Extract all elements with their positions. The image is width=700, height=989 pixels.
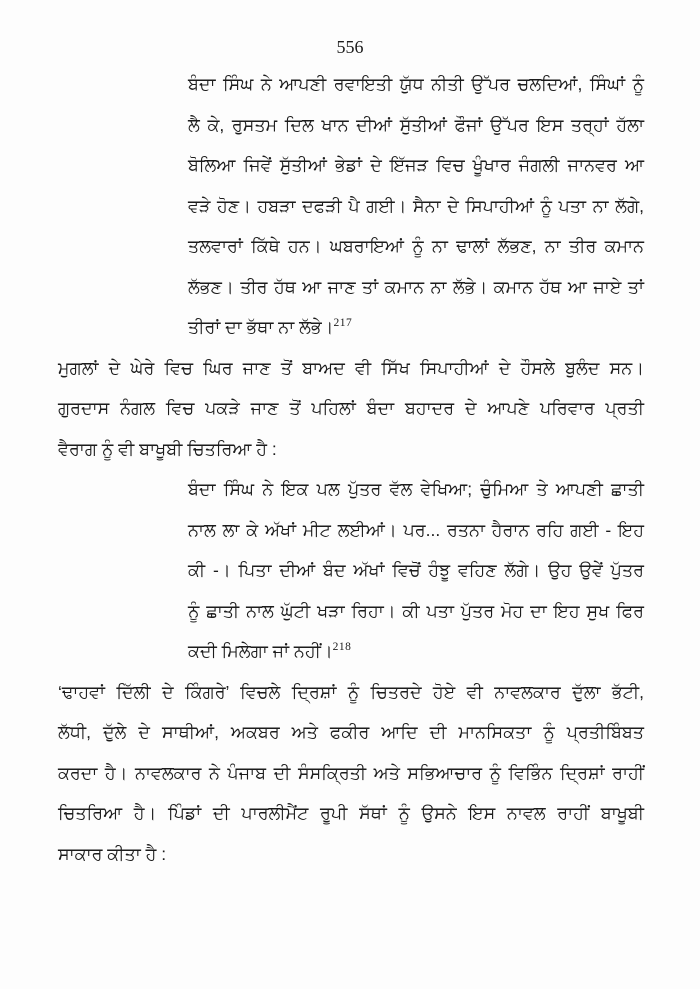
- quote-line: ਨਾਲ ਲਾ ਕੇ ਅੱਖਾਂ ਮੀਟ ਲਈਆਂ। ਪਰ... ਰਤਨਾ ਹੈਰਾਨ ਰਹਿ ਗਈ - ਇਹ: [188, 519, 644, 540]
- quote-line: ਬੰਦਾ ਸਿੰਘ ਨੇ ਇਕ ਪਲ ਪੁੱਤਰ ਵੱਲ ਵੇਖਿਆ; ਚੁੰਮਿਆ ਤੇ ਆਪਣੀ ਛਾਤੀ: [188, 479, 644, 499]
- paragraph-line: ਕਰਦਾ ਹੈ। ਨਾਵਲਕਾਰ ਨੇ ਪੰਜਾਬ ਦੀ ਸੰਸਕ੍ਰਿਤੀ ਅਤੇ ਸਭਿਆਚਾਰ ਨੂੰ ਵਿਭਿੰਨ ਦ੍ਰਿਸ਼ਾਂ ਰਾਹੀਂ: [58, 762, 644, 783]
- quote-line: ਲੱਭਣ। ਤੀਰ ਹੱਥ ਆ ਜਾਣ ਤਾਂ ਕਮਾਨ ਨਾ ਲੱਭੇ। ਕਮਾਨ ਹੱਥ ਆ ਜਾਏ ਤਾਂ: [188, 276, 644, 297]
- quote-line: ਤਲਵਾਰਾਂ ਕਿੱਥੇ ਹਨ। ਘਬਰਾਇਆਂ ਨੂੰ ਨਾ ਢਾਲਾਂ ਲੱਭਣ, ਨਾ ਤੀਰ ਕਮਾਨ: [188, 236, 644, 256]
- paragraph-line: ਸਾਕਾਰ ਕੀਤਾ ਹੈ :: [58, 843, 167, 864]
- quote-line: [188, 307, 644, 348]
- paragraph-line: ਵੈਰਾਗ ਨੂੰ ਵੀ ਬਾਖੂਬੀ ਚਿਤਰਿਆ ਹੈ :: [58, 438, 277, 459]
- quote-line: ਲੈ ਕੇ, ਰੁਸਤਮ ਦਿਲ ਖਾਨ ਦੀਆਂ ਸੁੱਤੀਆਂ ਫੌਜਾਂ ਉੱਪਰ ਇਸ ਤਰ੍ਹਾਂ ਹੱਲਾ: [188, 114, 644, 135]
- page-number: 556: [336, 37, 364, 57]
- footnote-reference-218: 218: [332, 641, 352, 654]
- quote-line: ਬੋਲਿਆ ਜਿਵੇਂ ਸੁੱਤੀਆਂ ਭੇਡਾਂ ਦੇ ਇੱਜੜ ਵਿਚ ਖੂੰਖਾਰ ਜੰਗਲੀ ਜਾਨਵਰ ਆ: [188, 155, 644, 175]
- quote-line-text: ਤੀਰਾਂ ਦਾ ਭੱਥਾ ਨਾ ਲੱਭੇ।: [188, 317, 334, 337]
- page-content: [0, 64, 700, 874]
- quote-line: [188, 631, 644, 672]
- paragraph-line: ਚਿਤਰਿਆ ਹੈ। ਪਿੰਡਾਂ ਦੀ ਪਾਰਲੀਮੈਂਟ ਰੂਪੀ ਸੱਥਾਂ ਨੂੰ ਉਸਨੇ ਇਸ ਨਾਵਲ ਰਾਹੀਂ ਬਾਖੂਬੀ: [58, 803, 644, 823]
- quote-line: ਬੰਦਾ ਸਿੰਘ ਨੇ ਆਪਣੀ ਰਵਾਇਤੀ ਯੁੱਧ ਨੀਤੀ ਉੱਪਰ ਚਲਦਿਆਂ, ਸਿੰਘਾਂ ਨੂੰ: [188, 74, 644, 94]
- blockquote-banda-singh-son: [58, 469, 644, 672]
- paragraph-dhahwan-dilli: [58, 672, 644, 875]
- paragraph-line: ‘ਢਾਹਵਾਂ ਦਿੱਲੀ ਦੇ ਕਿੰਗਰੇ’ ਵਿਚਲੇ ਦ੍ਰਿਸ਼ਾਂ ਨੂੰ ਚਿਤਰਦੇ ਹੋਏ ਵੀ ਨਾਵਲਕਾਰ ਦੁੱਲਾ ਭੱਟੀ,: [58, 681, 644, 702]
- paragraph-sikh-soldiers: [58, 348, 644, 470]
- quote-line: ਨੂੰ ਛਾਤੀ ਨਾਲ ਘੁੱਟੀ ਖੜਾ ਰਿਹਾ। ਕੀ ਪਤਾ ਪੁੱਤਰ ਮੋਹ ਦਾ ਇਹ ਸੁਖ ਫਿਰ: [188, 600, 644, 621]
- paragraph-line: ਲੱਧੀ, ਦੁੱਲੇ ਦੇ ਸਾਥੀਆਂ, ਅਕਬਰ ਅਤੇ ਫਕੀਰ ਆਦਿ ਦੀ ਮਾਨਸਿਕਤਾ ਨੂੰ ਪ੍ਰਤੀਬਿੰਬਤ: [58, 722, 644, 742]
- paragraph-line: ਮੁਗਲਾਂ ਦੇ ਘੇਰੇ ਵਿਚ ਘਿਰ ਜਾਣ ਤੋਂ ਬਾਅਦ ਵੀ ਸਿੱਖ ਸਿਪਾਹੀਆਂ ਦੇ ਹੌਸਲੇ ਬੁਲੰਦ ਸਨ।: [58, 357, 644, 378]
- footnote-reference-217: 217: [333, 317, 353, 330]
- quote-line-text: ਕਦੀ ਮਿਲੇਗਾ ਜਾਂ ਨਹੀਂ।: [188, 641, 333, 661]
- paragraph-line: ਗੁਰਦਾਸ ਨੰਗਲ ਵਿਚ ਪਕੜੇ ਜਾਣ ਤੋਂ ਪਹਿਲਾਂ ਬੰਦਾ ਬਹਾਦਰ ਦੇ ਆਪਣੇ ਪਰਿਵਾਰ ਪ੍ਰਤੀ: [58, 398, 644, 418]
- blockquote-battle-scene: [58, 64, 644, 348]
- quote-line: ਵੜੇ ਹੋਣ। ਹਬੜਾ ਦਫੜੀ ਪੈ ਗਈ। ਸੈਨਾ ਦੇ ਸਿਪਾਹੀਆਂ ਨੂੰ ਪਤਾ ਨਾ ਲੱਗੇ,: [188, 195, 644, 216]
- quote-line: ਕੀ -। ਪਿਤਾ ਦੀਆਂ ਬੰਦ ਅੱਖਾਂ ਵਿਚੋਂ ਹੰਝੂ ਵਹਿਣ ਲੱਗੇ। ਉਹ ਉਵੇਂ ਪੁੱਤਰ: [188, 560, 644, 580]
